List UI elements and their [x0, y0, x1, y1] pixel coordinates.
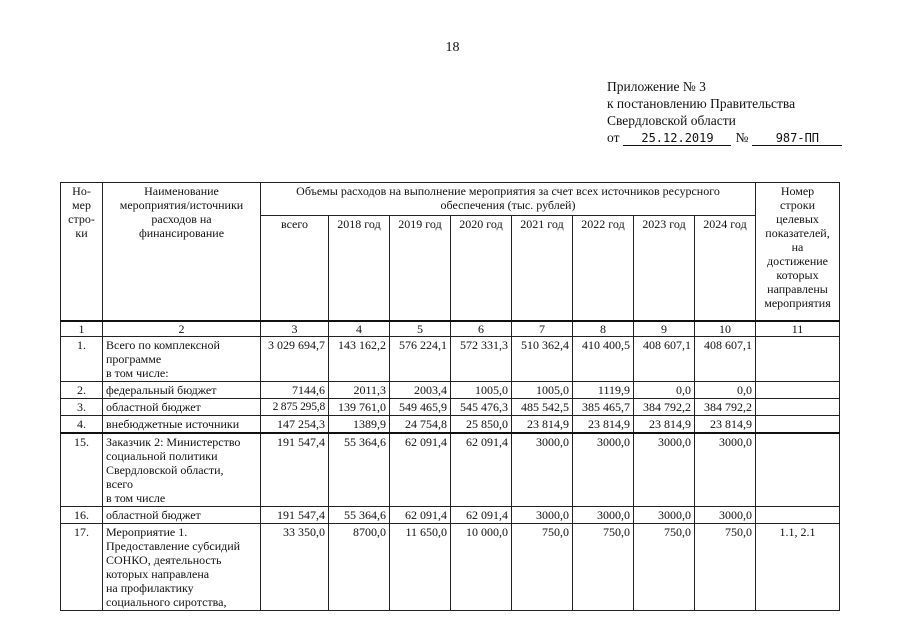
table-row	[61, 416, 840, 434]
row-2023: 0,0	[634, 382, 695, 399]
table-row	[61, 382, 840, 399]
header-name: Наименование мероприятия/источники расходов на финансирование	[103, 183, 261, 322]
appendix-date-line	[607, 129, 897, 146]
row-2021: 485 542,5	[512, 399, 573, 416]
row-2023: 23 814,9	[634, 416, 695, 434]
row-name: федеральный бюджет	[103, 382, 261, 399]
row-2022: 23 814,9	[573, 416, 634, 434]
row-target	[756, 416, 840, 434]
header-2024: 2024 год	[695, 216, 756, 322]
row-2018: 143 162,2	[329, 337, 390, 382]
row-number: 2.	[61, 382, 103, 399]
row-2019: 62 091,4	[390, 507, 451, 524]
row-number: 17.	[61, 524, 103, 611]
row-2024: 23 814,9	[695, 416, 756, 434]
row-2022: 410 400,5	[573, 337, 634, 382]
table-row	[61, 524, 840, 611]
row-2019: 24 754,8	[390, 416, 451, 434]
row-name: внебюджетные источники	[103, 416, 261, 434]
table-row	[61, 507, 840, 524]
row-2022: 3000,0	[573, 507, 634, 524]
row-target	[756, 507, 840, 524]
row-number: 16.	[61, 507, 103, 524]
row-number: 3.	[61, 399, 103, 416]
row-2024: 408 607,1	[695, 337, 756, 382]
column-number: 5	[390, 321, 451, 337]
row-2024: 750,0	[695, 524, 756, 611]
header-2022: 2022 год	[573, 216, 634, 322]
row-2024: 3000,0	[695, 507, 756, 524]
row-2019: 11 650,0	[390, 524, 451, 611]
column-number: 11	[756, 321, 840, 337]
table-header-row	[61, 183, 840, 216]
row-2019: 576 224,1	[390, 337, 451, 382]
row-2019: 62 091,4	[390, 433, 451, 507]
number-sign: №	[735, 130, 749, 145]
table-row	[61, 399, 840, 416]
page-number: 18	[445, 40, 460, 55]
row-target: 1.1, 2.1	[756, 524, 840, 611]
row-2018: 2011,3	[329, 382, 390, 399]
row-2018: 1389,9	[329, 416, 390, 434]
row-2024: 3000,0	[695, 433, 756, 507]
row-2021: 1005,0	[512, 382, 573, 399]
resolution-date: 25.12.2019	[623, 131, 731, 146]
row-2023: 3000,0	[634, 507, 695, 524]
column-number: 4	[329, 321, 390, 337]
row-2018: 139 761,0	[329, 399, 390, 416]
column-number-row	[61, 321, 840, 337]
row-2020: 62 091,4	[451, 507, 512, 524]
row-2018: 8700,0	[329, 524, 390, 611]
row-2018: 55 364,6	[329, 433, 390, 507]
budget-table	[60, 182, 840, 611]
row-2022: 385 465,7	[573, 399, 634, 416]
column-number: 6	[451, 321, 512, 337]
row-2023: 384 792,2	[634, 399, 695, 416]
header-2018: 2018 год	[329, 216, 390, 322]
row-2020: 10 000,0	[451, 524, 512, 611]
header-row-number: Но- мер стро- ки	[61, 183, 103, 322]
row-2021: 23 814,9	[512, 416, 573, 434]
appendix-title: Приложение № 3	[607, 79, 706, 94]
column-number: 7	[512, 321, 573, 337]
row-target	[756, 433, 840, 507]
resolution-number: 987-ПП	[752, 131, 842, 146]
row-2021: 3000,0	[512, 507, 573, 524]
row-2020: 545 476,3	[451, 399, 512, 416]
column-number: 9	[634, 321, 695, 337]
row-2020: 25 850,0	[451, 416, 512, 434]
column-number: 2	[103, 321, 261, 337]
row-name: областной бюджет	[103, 399, 261, 416]
row-number: 4.	[61, 416, 103, 434]
row-target	[756, 382, 840, 399]
table-row	[61, 433, 840, 507]
header-2021: 2021 год	[512, 216, 573, 322]
row-2024: 0,0	[695, 382, 756, 399]
row-2022: 3000,0	[573, 433, 634, 507]
header-2020: 2020 год	[451, 216, 512, 322]
row-number: 1.	[61, 337, 103, 382]
header-target: Номер строки целевых показателей, на достижение которых направлены мероприятия	[756, 183, 840, 322]
row-total: 191 547,4	[261, 507, 329, 524]
column-number: 3	[261, 321, 329, 337]
header-total: всего	[261, 216, 329, 322]
row-name: Всего по комплексной программе в том числе:	[103, 337, 261, 382]
header-2019: 2019 год	[390, 216, 451, 322]
row-total: 7144,6	[261, 382, 329, 399]
row-total: 2 875 295,8	[261, 399, 329, 416]
row-name: Заказчик 2: Министерство социальной политики Свердловской области, всего в том числе	[103, 433, 261, 507]
header-expenses: Объемы расходов на выполнение мероприятия за счет всех источников ресурсного обеспечения (тыс. рублей)	[261, 183, 756, 216]
row-total: 147 254,3	[261, 416, 329, 434]
appendix-block	[607, 78, 897, 146]
row-2021: 750,0	[512, 524, 573, 611]
row-number: 15.	[61, 433, 103, 507]
appendix-resolution: к постановлению Правительства	[607, 96, 796, 111]
row-2023: 750,0	[634, 524, 695, 611]
row-2018: 55 364,6	[329, 507, 390, 524]
row-target	[756, 399, 840, 416]
row-2023: 3000,0	[634, 433, 695, 507]
row-2019: 549 465,9	[390, 399, 451, 416]
row-2023: 408 607,1	[634, 337, 695, 382]
row-total: 33 350,0	[261, 524, 329, 611]
header-2023: 2023 год	[634, 216, 695, 322]
row-target	[756, 337, 840, 382]
row-2019: 2003,4	[390, 382, 451, 399]
column-number: 1	[61, 321, 103, 337]
row-2022: 1119,9	[573, 382, 634, 399]
from-label: от	[607, 130, 620, 145]
row-2024: 384 792,2	[695, 399, 756, 416]
appendix-region: Свердловской области	[607, 113, 736, 128]
row-2021: 3000,0	[512, 433, 573, 507]
row-total: 191 547,4	[261, 433, 329, 507]
row-name: Мероприятие 1. Предоставление субсидий СОНКО, деятельность которых направлена на профилактику социального сиротства,	[103, 524, 261, 611]
row-name: областной бюджет	[103, 507, 261, 524]
row-2020: 62 091,4	[451, 433, 512, 507]
row-2020: 572 331,3	[451, 337, 512, 382]
row-2022: 750,0	[573, 524, 634, 611]
row-2020: 1005,0	[451, 382, 512, 399]
row-2021: 510 362,4	[512, 337, 573, 382]
column-number: 10	[695, 321, 756, 337]
table-body	[61, 337, 840, 611]
column-number: 8	[573, 321, 634, 337]
row-total: 3 029 694,7	[261, 337, 329, 382]
table-row	[61, 337, 840, 382]
